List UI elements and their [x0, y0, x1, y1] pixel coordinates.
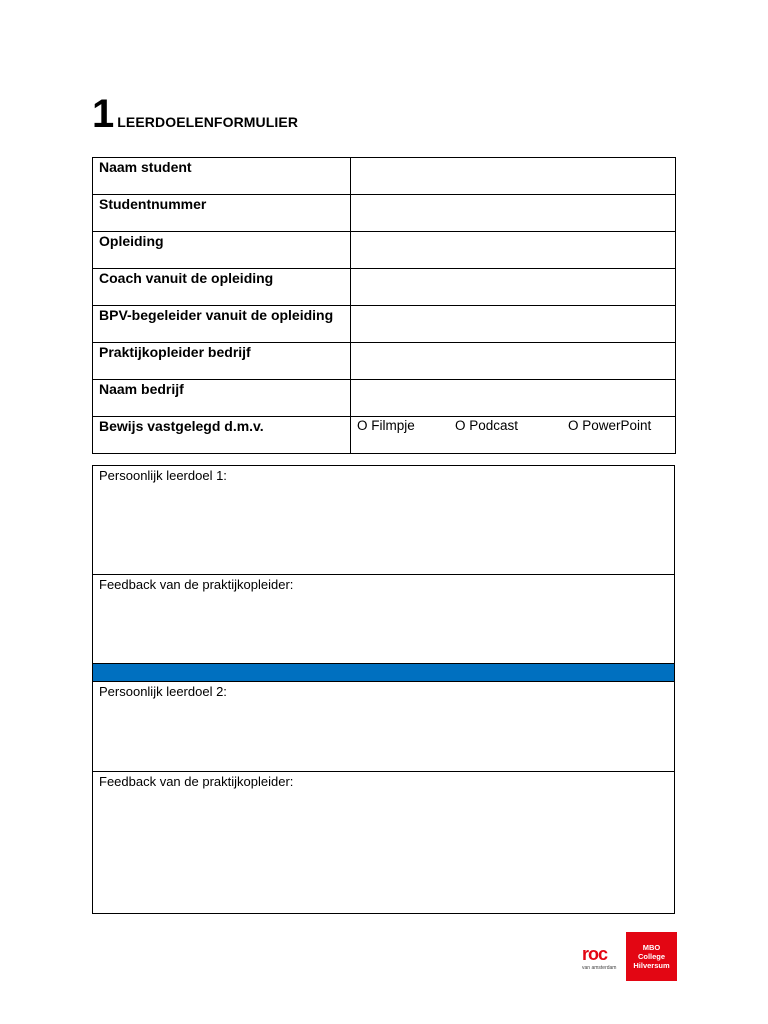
praktijkopleider-field[interactable]	[351, 343, 676, 380]
goal-1-field[interactable]	[93, 466, 674, 575]
roc-logo-text: roc	[582, 944, 608, 964]
row-label: Praktijkopleider bedrijf	[93, 343, 351, 380]
section-divider-bar	[93, 664, 674, 682]
table-row	[93, 417, 676, 454]
feedback-1-field[interactable]	[93, 575, 674, 664]
table-row	[93, 158, 676, 195]
form-title: LEERDOELENFORMULIER	[117, 114, 299, 130]
section-number: 1	[92, 92, 115, 136]
page-title	[92, 94, 298, 134]
table-row	[93, 232, 676, 269]
mbo-logo-line: Hilversum	[633, 961, 670, 970]
student-info-table	[92, 157, 676, 454]
mbo-college-logo	[626, 932, 677, 981]
table-row	[93, 269, 676, 306]
row-label: Coach vanuit de opleiding	[93, 269, 351, 306]
bpv-begeleider-field[interactable]	[351, 306, 676, 343]
option-podcast[interactable]: O Podcast	[455, 418, 519, 433]
learning-goals-table	[92, 465, 675, 914]
table-row	[93, 343, 676, 380]
row-label: Opleiding	[93, 232, 351, 269]
roc-logo-subtitle: van amsterdam	[582, 965, 617, 971]
row-label: Naam student	[93, 158, 351, 195]
row-label: Bewijs vastgelegd d.m.v.	[93, 417, 351, 454]
row-label: Studentnummer	[93, 195, 351, 232]
table-row	[93, 306, 676, 343]
row-label: BPV-begeleider vanuit de opleiding	[93, 306, 351, 343]
roc-logo	[580, 944, 622, 972]
option-powerpoint[interactable]: O PowerPoint	[568, 418, 652, 433]
goal-1-label: Persoonlijk leerdoel 1:	[99, 468, 227, 483]
naam-student-field[interactable]	[351, 158, 676, 195]
feedback-1-label: Feedback van de praktijkopleider:	[99, 577, 294, 592]
footer-logos	[580, 932, 677, 981]
evidence-options	[351, 417, 676, 454]
mbo-logo-line: MBO	[642, 943, 661, 952]
studentnummer-field[interactable]	[351, 195, 676, 232]
naam-bedrijf-field[interactable]	[351, 380, 676, 417]
coach-field[interactable]	[351, 269, 676, 306]
table-row	[93, 195, 676, 232]
mbo-logo-line: College	[637, 952, 666, 961]
goal-2-field[interactable]	[93, 682, 674, 772]
feedback-2-field[interactable]	[93, 772, 674, 913]
goal-2-label: Persoonlijk leerdoel 2:	[99, 684, 227, 699]
table-row	[93, 380, 676, 417]
option-filmpje[interactable]: O Filmpje	[357, 418, 415, 433]
row-label: Naam bedrijf	[93, 380, 351, 417]
opleiding-field[interactable]	[351, 232, 676, 269]
feedback-2-label: Feedback van de praktijkopleider:	[99, 774, 294, 789]
